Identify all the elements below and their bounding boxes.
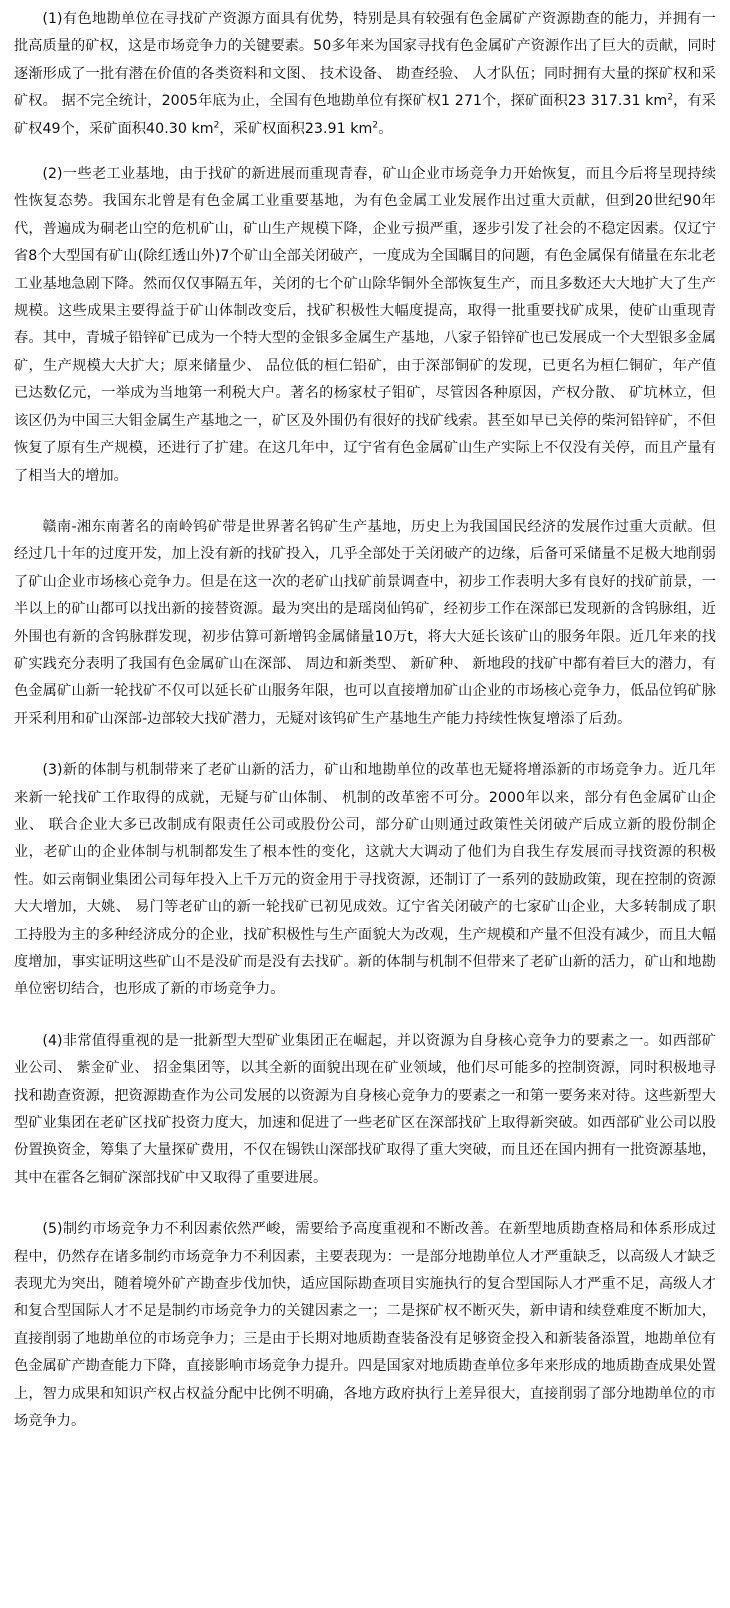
paragraph-1-text-b: ，有采矿权49个，采矿面积40.30 km xyxy=(14,93,716,137)
paragraph-2: (2)一些老工业基地，由于找矿的新进展而重现青春，矿山企业市场竞争力开始恢复，而且今后将呈现持续性恢复态势。我国东北曾是有色金属工业重要基地，为有色金属工业发展作出过重大贡献，但到20世纪90年代，普遍成为硐老山空的危机矿山，矿山生产规模下降，企业亏损严重，逐步引发了社会的不稳定因素。仅辽宁省8个大型国有矿山(除红透山外)7个矿山全部关闭破产，一度成为全国瞩目的问题，有色金属保有储量在东北老工业基地急剧下降。然而仅仅事隔五年，关闭的七个矿山除华铜外全部恢复生产，而且多数还大大地扩大了生产规模。这些成果主要得益于矿山体制改变后，找矿积极性大幅度提高，取得一批重要找矿成果，使矿山重现青春。其中，青城子铅锌矿已成为一个特大型的金银多金属生产基地，八家子铅锌矿也已发展成一个大型银多金属矿，生产规模大大扩大；原来储量少、 品位低的桓仁铅矿，由于深部铜矿的发现，已更名为桓仁铜矿，年产值已达数亿元，一举成为当地第一利税大户。著名的杨家杖子钼矿，尽管因各种原因，产权分散、 矿坑林立，但该区仍为中国三大钼金属生产基地之一，矿区及外围仍有很好的找矿线索。甚至如早已关停的柴河铅锌矿，不但恢复了原有生产规模，还进行了扩建。在这几年中，辽宁省有色金属矿山生产实际上不仅没有关停，而且产量有了相当大的增加。 xyxy=(14,166,716,484)
paragraph-1-text-d: 。 xyxy=(378,120,393,137)
superscript-2: 2 xyxy=(372,119,379,130)
paragraph-3: 赣南-湘东南著名的南岭钨矿带是世界著名钨矿生产基地，历史上为我国国民经济的发展作过重大贡献。但经过几十年的过度开发，加上没有新的找矿投入，几乎全部处于关闭破产的边缘，后备可采储量不足极大地削弱了矿山企业市场核心竞争力。但是在这一次的老矿山找矿前景调查中，初步工作表明大多有良好的找矿前景，一半以上的矿山都可以找出新的接替资源。最为突出的是瑶岗仙钨矿，经初步工作在深部已发现新的含钨脉组，近外围也有新的含钨脉群发现，初步估算可新增钨金属储量10万t，将大大延长该矿山的服务年限。近几年来的找矿实践充分表明了我国有色金属矿山在深部、 周边和新类型、 新矿种、 新地段的找矿中都有着巨大的潜力，有色金属矿山新一轮找矿不仅可以延长矿山服务年限，也可以直接增加矿山企业的市场核心竞争力，低品位钨矿脉开采利用和矿山深部-边部较大找矿潜力，无疑对该钨矿生产基地生产能力持续性恢复增添了后劲。 xyxy=(14,518,716,727)
paragraph-1-text-a: (1)有色地勘单位在寻找矿产资源方面具有优势，特别是具有较强有色金属矿产资源勘查的能力，并拥有一批高质量的矿权，这是市场竞争力的关键要素。50多年来为国家寻找有色金属矿产资源作出了巨大的贡献，同时逐渐形成了一批有潜在价值的各类资料和文图、 技术设备、 勘查经验、 人才队伍；同时拥有大量的探矿权和采矿权。 据不完全统计，2005年底为止，全国有色地勘单位有探矿权1 271个，探矿面积23 317.31 km xyxy=(14,11,716,110)
paragraph-1 xyxy=(14,6,716,143)
paragraph-1-text-c: ，采矿权面积23.91 km xyxy=(219,120,373,137)
paragraph-6: (5)制约市场竞争力不利因素依然严峻，需要给予高度重视和不断改善。在新型地质勘查格局和体系形成过程中，仍然存在诸多制约市场竞争力不利因素，主要表现为：一是部分地勘单位人才严重缺乏，以高级人才缺乏表现尤为突出，随着境外矿产勘查步伐加快，适应国际勘查项目实施执行的复合型国际人才严重不足，高级人才和复合型国际人才不足是制约市场竞争力的关键因素之一；二是探矿权不断灭失，新申请和续登难度不断加大，直接削弱了地勘单位的市场竞争力；三是由于长期对地质勘查装备没有足够资金投入和新装备添置，地勘单位有色金属矿产勘查能力下降，直接影响市场竞争力提升。四是国家对地质勘查单位多年来形成的地质勘查成果处置上，智力成果和知识产权占权益分配中比例不明确，各地方政府执行上差异很大，直接削弱了部分地勘单位的市场竞争力。 xyxy=(14,1221,716,1430)
superscript-2: 2 xyxy=(213,119,220,130)
paragraph-5: (4)非常值得重视的是一批新型大型矿业集团正在崛起，并以资源为自身核心竞争力的要素之一。如西部矿业公司、 紫金矿业、 招金集团等，以其全新的面貌出现在矿业领域，他们尽可能多的控制资源，同时积极地寻找和勘查资源，把资源勘查作为公司发展的以资源为自身核心竞争力的要素之一和第一要务来对待。这些新型大型矿业集团在老矿区找矿投资力度大，加速和促进了一些老矿区在深部找矿上取得新突破。如西部矿业公司以股份置换资金，筹集了大量探矿费用，不仅在锡铁山深部找矿取得了重大突破，而且还在国内拥有一批资源基地，其中在霍各乞铜矿深部找矿中又取得了重要进展。 xyxy=(14,1032,716,1186)
paragraph-4: (3)新的体制与机制带来了老矿山新的活力，矿山和地勘单位的改革也无疑将增添新的市场竞争力。近几年来新一轮找矿工作取得的成就，无疑与矿山体制、 机制的改革密不可分。2000年以来，部分有色金属矿山企业、 联合企业大多已改制成有限责任公司或股份公司，部分矿山则通过政策性关闭破产后成立新的股份制企业，老矿山的企业体制与机制都发生了根本性的变化，这就大大调动了他们为自我生存发展而寻找资源的积极性。如云南铜业集团公司每年投入上千万元的资金用于寻找资源，还制订了一系列的鼓励政策，现在控制的资源大大增加，大姚、 易门等老矿山的新一轮找矿已初见成效。辽宁省关闭破产的七家矿山企业，大多转制成了职工持股为主的多种经济成分的企业，找矿积极性与生产面貌大为改观，生产规模和产量不但没有减少，而且大幅度增加，事实证明这些矿山不是没矿而是没有去找矿。新的体制与机制不但带来了老矿山新的活力，矿山和地勘单位密切结合，也形成了新的市场竞争力。 xyxy=(14,762,716,998)
superscript-2: 2 xyxy=(667,92,674,103)
